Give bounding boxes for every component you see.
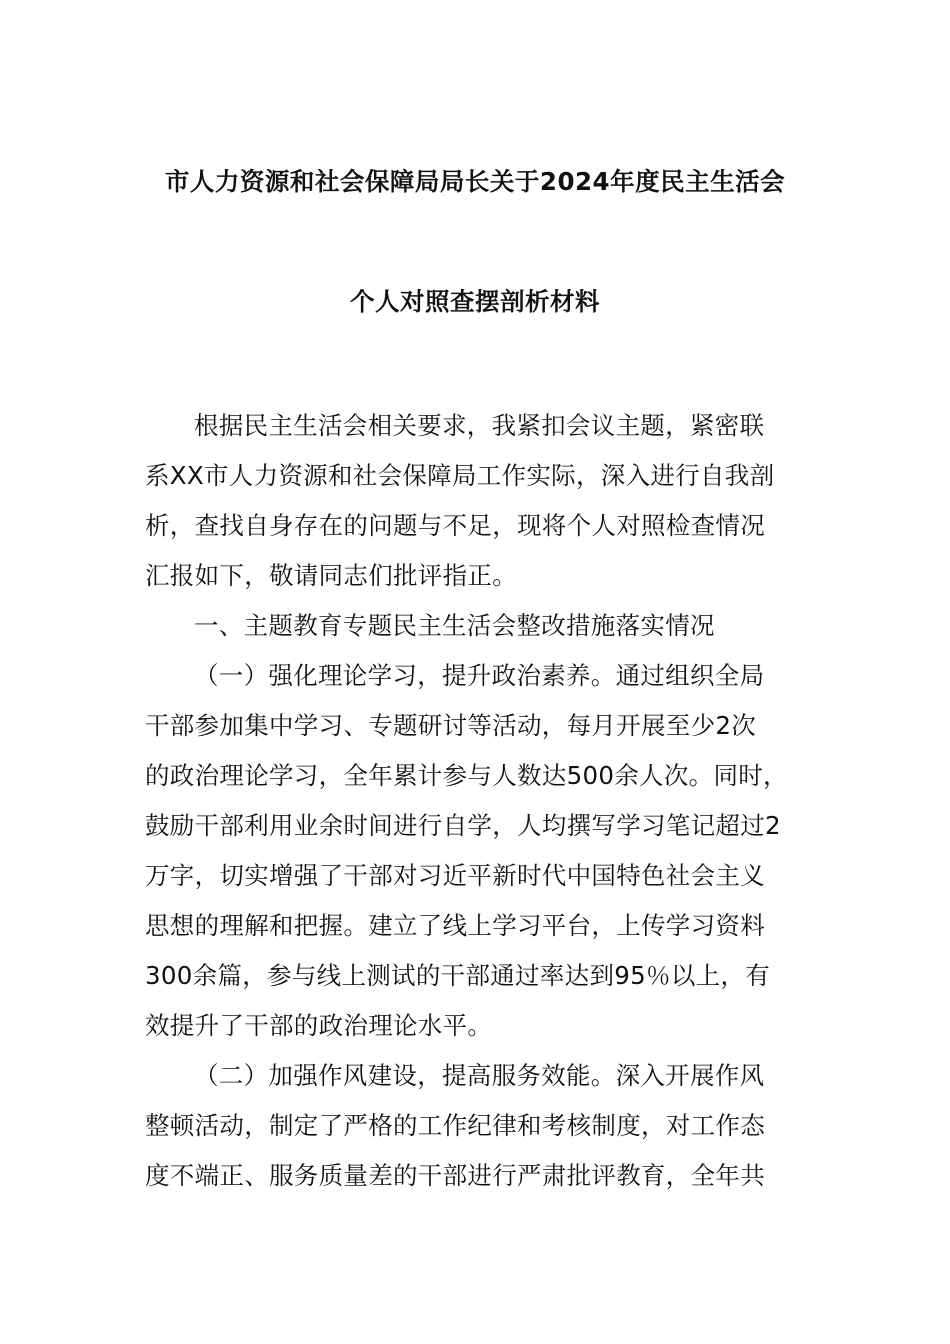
paragraph-line: 汇报如下，敬请同志们批评指正。 [145,561,517,590]
paragraph-line: 度不端正、服务质量差的干部进行严肃批评教育，全年共 [145,1161,765,1190]
document-title-line-1: 市人力资源和社会保障局局长关于2024年度民主生活会 [164,167,786,196]
paragraph-line: 整顿活动，制定了严格的工作纪律和考核制度，对工作态 [145,1111,765,1140]
paragraph-line: 的政治理论学习，全年累计参与人数达500余人次。同时， [145,761,788,790]
document-title-line-2: 个人对照查摆剖析材料 [350,287,600,316]
paragraph-line: 思想的理解和把握。建立了线上学习平台，上传学习资料 [145,911,765,940]
paragraph-line: 效提升了干部的政治理论水平。 [145,1011,493,1040]
section-heading: 一、主题教育专题民主生活会整改措施落实情况 [194,611,715,640]
paragraph-line: 干部参加集中学习、专题研讨等活动，每月开展至少2次 [145,711,757,740]
paragraph-line: 300余篇，参与线上测试的干部通过率达到95％以上，有 [145,961,771,990]
paragraph-line: （二）加强作风建设，提高服务效能。深入开展作风 [194,1061,765,1090]
paragraph-line: 鼓励干部利用业余时间进行自学，人均撰写学习笔记超过2 [145,811,781,840]
paragraph-line: 析，查找自身存在的问题与不足，现将个人对照检查情况 [145,511,765,540]
paragraph-line: 万字，切实增强了干部对习近平新时代中国特色社会主义 [145,861,765,890]
paragraph-line: 根据民主生活会相关要求，我紧扣会议主题，紧密联 [194,411,765,440]
paragraph-line: 系XX市人力资源和社会保障局工作实际，深入进行自我剖 [145,461,775,490]
paragraph-line: （一）强化理论学习，提升政治素养。通过组织全局 [194,661,765,690]
